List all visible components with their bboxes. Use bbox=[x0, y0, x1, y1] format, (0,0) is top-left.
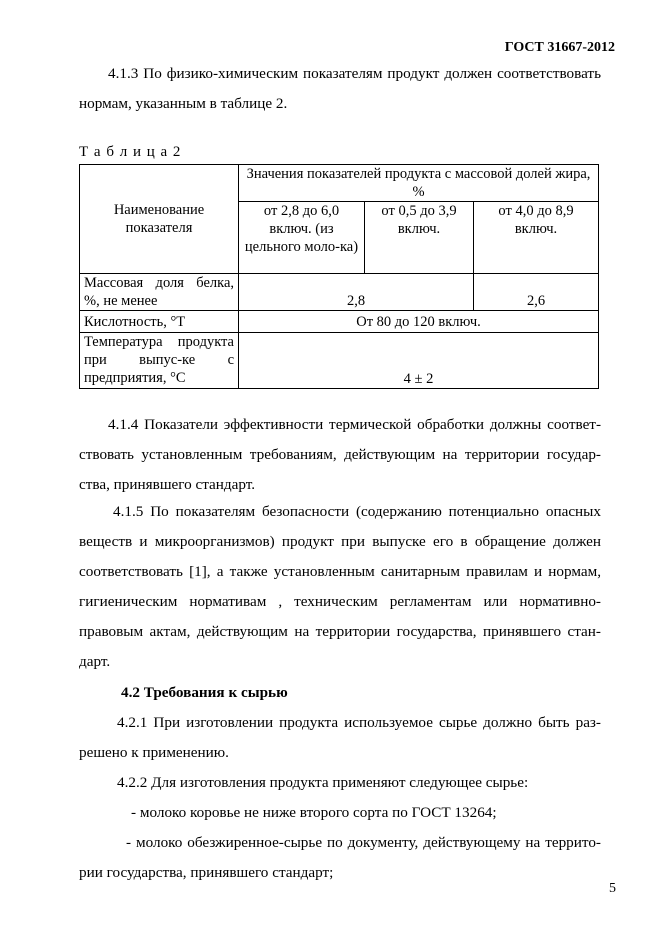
standard-designation: ГОСТ 31667-2012 bbox=[504, 40, 615, 55]
para-4-1-3-line-1: 4.1.3 По физико-химическим показателям продукт должен соответствовать bbox=[108, 65, 601, 82]
section-4-2-title: 4.2 Требования к сырью bbox=[121, 684, 288, 701]
table-row-protein-value-a: 2,8 bbox=[239, 274, 474, 311]
para-4-1-4-line-2: ствовать установленным требованиям, действующим на территории государ- bbox=[79, 446, 601, 463]
page-number: 5 bbox=[609, 881, 616, 896]
para-4-2-2-line-1: 4.2.2 Для изготовления продукта применяют следующее сырье: bbox=[117, 774, 529, 791]
table-subheader-3: от 4,0 до 8,9 включ. bbox=[474, 202, 599, 274]
para-4-1-3-line-2: нормам, указанным в таблице 2. bbox=[79, 95, 288, 112]
list-item-2-line-2: рии государства, принявшего стандарт; bbox=[79, 864, 334, 881]
table-row-protein-value-b: 2,6 bbox=[474, 274, 599, 311]
para-4-1-5-line-3: соответствовать [1], а также установленным санитарным правилам и нормам, bbox=[79, 563, 601, 580]
table-caption: Т а б л и ц а 2 bbox=[79, 144, 182, 160]
para-4-1-5-line-2: веществ и микроорганизмов) продукт при выпуске его в обращение должен bbox=[79, 533, 601, 550]
table-row-temperature-name: Температура продукта при выпус-ке с предприятия, °С bbox=[80, 333, 239, 389]
table-header-group: Значения показателей продукта с массовой долей жира, % bbox=[239, 165, 599, 202]
table-row-acidity-name: Кислотность, °Т bbox=[80, 311, 239, 333]
para-4-1-5-line-4: гигиеническим нормативам , техническим регламентам или нормативно- bbox=[79, 593, 601, 610]
table-header-indicator: Наименование показателя bbox=[80, 165, 239, 274]
list-item-1: - молоко коровье не ниже второго сорта по ГОСТ 13264; bbox=[131, 804, 497, 821]
table-row-temperature-value: 4 ± 2 bbox=[239, 333, 599, 389]
para-4-1-5-line-1: 4.1.5 По показателям безопасности (содержанию потенциально опасных bbox=[113, 503, 601, 520]
para-4-1-5-line-6: дарт. bbox=[79, 653, 111, 670]
table-row-protein-name: Массовая доля белка, %, не менее bbox=[80, 274, 239, 311]
table-row-acidity-value: От 80 до 120 включ. bbox=[239, 311, 599, 333]
para-4-2-1-line-1: 4.2.1 При изготовлении продукта используемое сырье должно быть раз- bbox=[117, 714, 601, 731]
para-4-2-1-line-2: решено к применению. bbox=[79, 744, 229, 761]
para-4-1-4-line-1: 4.1.4 Показатели эффективности термической обработки должны соответ- bbox=[108, 416, 601, 433]
table-2 bbox=[79, 164, 599, 389]
para-4-1-4-line-3: ства, принявшего стандарт. bbox=[79, 476, 256, 493]
para-4-1-5-line-5: правовым актам, действующим на территории государства, принявшего стан- bbox=[79, 623, 601, 640]
table-subheader-1: от 2,8 до 6,0 включ. (из цельного моло-ка) bbox=[239, 202, 365, 274]
list-item-2-line-1: - молоко обезжиренное-сырье по документу, действующему на террито- bbox=[126, 834, 601, 851]
table-subheader-2: от 0,5 до 3,9 включ. bbox=[365, 202, 474, 274]
